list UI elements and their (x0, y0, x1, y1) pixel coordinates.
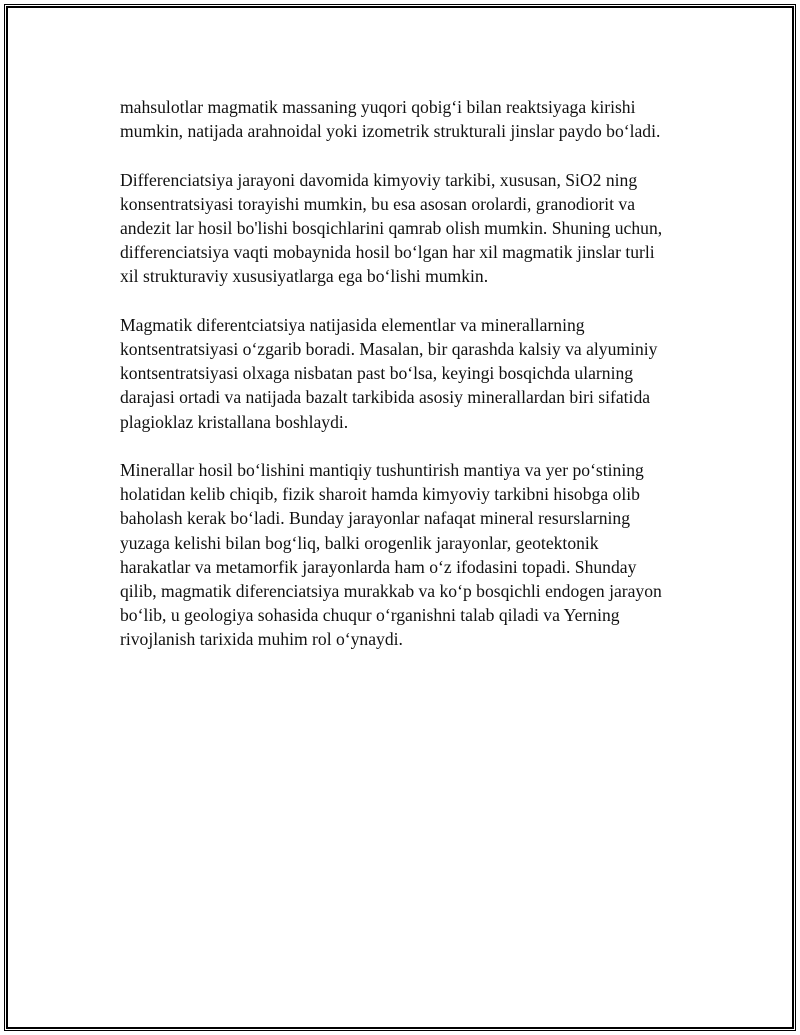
paragraph-4: Minerallar hosil bo‘lishini mantiqiy tushuntirish mantiya va yer po‘stining holatidan kelib chiqib, fizik sharoit hamda kimyoviy tarkibni hisobga olib baholash kerak bo‘ladi. Bunday jarayonlar nafaqat mineral resurslarning yuzaga kelishi bilan bog‘liq, balki orogenlik jarayonlar, geotektonik harakatlar va metamorfik jarayonlarda ham o‘z ifodasini topadi. Shunday qilib, magmatik diferenciatsiya murakkab va ko‘p bosqichli endogen jarayon bo‘lib, u geologiya sohasida chuqur o‘rganishni talab qiladi va Yerning rivojlanish tarixida muhim rol o‘ynaydi. (120, 460, 662, 650)
document-page (4, 4, 796, 1031)
paragraph-3: Magmatik diferentciatsiya natijasida elementlar va minerallarning kontsentratsiyasi o‘zgarib boradi. Masalan, bir qarashda kalsiy va alyuminiy kontsentratsiyasi olxaga nisbatan past bo‘lsa, keyingi bosqichda ularning darajasi ortadi va natijada bazalt tarkibida asosiy minerallardan biri sifatida plagioklaz kristallana boshlaydi. (120, 314, 658, 432)
paragraph-1: mahsulotlar magmatik massaning yuqori qobig‘i bilan reaktsiyaga kirishi mumkin, natijada arahnoidal yoki izometrik strukturali jinslar paydo bo‘ladi. (120, 97, 661, 142)
paragraph-2: Differenciatsiya jarayoni davomida kimyoviy tarkibi, xususan, SiO2 ning konsentratsiyasi torayishi mumkin, bu esa asosan orolardi, granodiorit va andezit lar hosil bo'lishi bosqichlarini qamrab olish mumkin. Shuning uchun, differenciatsiya vaqti mobaynida hosil bo‘lgan har xil magmatik jinslar turli xil strukturaviy xususiyatlarga ega bo‘lishi mumkin. (120, 169, 663, 287)
document-body (120, 95, 710, 676)
